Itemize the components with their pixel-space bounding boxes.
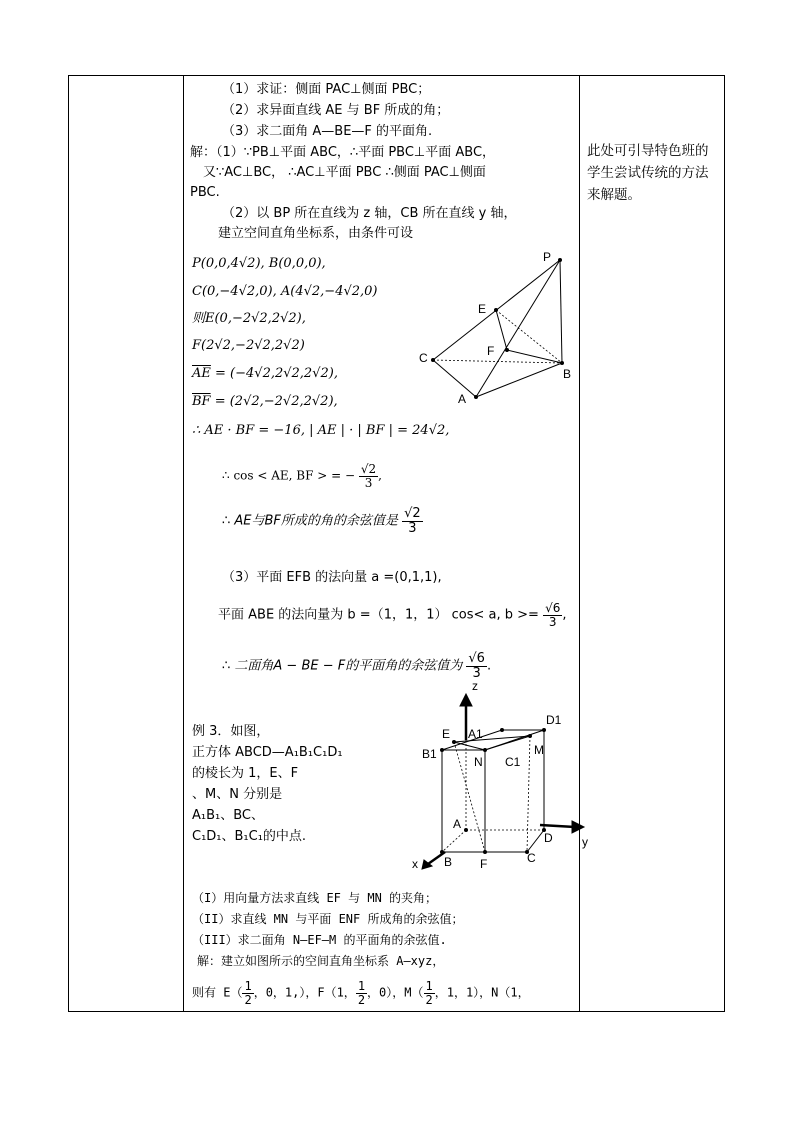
vertex-a bbox=[474, 395, 478, 399]
label-e: E bbox=[442, 727, 451, 741]
example-3-solution: 解：建立如图所示的空间直角坐标系 A—xyz， bbox=[197, 954, 445, 968]
equation-vector-ae bbox=[192, 366, 338, 382]
example-3-coords-line bbox=[192, 980, 530, 1006]
label-c: C bbox=[419, 351, 428, 365]
label-y: y bbox=[582, 835, 588, 849]
figure-cube bbox=[410, 680, 595, 870]
vertex-e bbox=[494, 308, 498, 312]
coords-fraction-1-num: 1 bbox=[244, 979, 252, 993]
solution-3-fraction bbox=[543, 602, 562, 628]
equation-cos-ae-bf bbox=[222, 463, 382, 489]
solution-3-line-b-text: 平面 ABE 的法向量为 b =（1，1，1） cos< a, b >= bbox=[218, 607, 539, 623]
label-p: P bbox=[543, 250, 552, 264]
coords-fraction-3-den: 2 bbox=[425, 992, 433, 1007]
teacher-note: 此处可引导特色班的学生尝试传统的方法来解题。 bbox=[587, 143, 709, 203]
vertex-p bbox=[558, 258, 562, 262]
cos-fraction bbox=[359, 463, 378, 489]
label-f: F bbox=[487, 344, 495, 358]
example-3-line-4: A₁B₁、BC、 bbox=[192, 808, 265, 823]
solution-1-line-c: PBC. bbox=[190, 185, 220, 200]
answer-2-numerator: √2 bbox=[404, 506, 421, 521]
answer-2-text: ∴ AE与BF所成的角的余弦值是 bbox=[222, 513, 398, 529]
answer-3-tail: . bbox=[486, 658, 492, 674]
equation-coords-e: 则E(0,−2√2,2√2), bbox=[192, 311, 306, 326]
label-f: F bbox=[480, 857, 488, 870]
cos-tail: , bbox=[378, 468, 382, 483]
coords-part-c: ，0），M（ bbox=[367, 985, 424, 1000]
vertex-m bbox=[528, 734, 532, 738]
example-3-line-3: 、M、N 分别是 bbox=[192, 787, 283, 802]
vertex-b bbox=[560, 361, 564, 365]
vector-ae-symbol: $\overline{AE}$ bbox=[192, 366, 211, 381]
solution-3-tail: , bbox=[562, 607, 567, 623]
cos-numerator: √2 bbox=[360, 462, 377, 476]
column-divider-right bbox=[579, 75, 580, 1012]
segment-mc-hidden bbox=[527, 736, 530, 852]
question-1: （1）求证：侧面 PAC⊥侧面 PBC； bbox=[222, 82, 431, 97]
example-3-line-2: 的棱长为 1，E、F bbox=[192, 766, 299, 781]
label-a: A bbox=[453, 817, 462, 831]
figure-tetrahedron bbox=[410, 245, 590, 410]
vertex-d1 bbox=[542, 728, 546, 732]
label-a: A bbox=[458, 392, 467, 406]
label-n: N bbox=[474, 755, 483, 769]
vertex-f bbox=[505, 348, 509, 352]
coords-part-b: ，0，1,），F（1， bbox=[253, 985, 356, 1000]
label-c: C bbox=[527, 851, 536, 865]
segment-en bbox=[454, 742, 485, 750]
column-divider-left bbox=[183, 75, 184, 1012]
equation-vector-bf bbox=[192, 394, 338, 410]
edge-pb bbox=[560, 260, 562, 363]
vector-ae-value: = (−4√2,2√2,2√2), bbox=[210, 366, 338, 381]
label-b1: B1 bbox=[422, 747, 437, 761]
edge-fb bbox=[507, 350, 562, 363]
coords-fraction-1 bbox=[242, 980, 253, 1006]
coords-part-a: 则有 E（ bbox=[192, 985, 243, 1000]
label-c1: C1 bbox=[505, 755, 521, 769]
coords-fraction-2 bbox=[356, 980, 367, 1006]
vertex-e bbox=[452, 740, 456, 744]
vertex-c1 bbox=[483, 748, 487, 752]
vector-bf-symbol: $\overline{BF}$ bbox=[192, 394, 211, 409]
solution-2-line-a: （2）以 BP 所在直线为 z 轴，CB 所在直线 y 轴， bbox=[222, 206, 517, 221]
solution-2-line-b: 建立空间直角坐标系，由条件可设 bbox=[218, 226, 414, 241]
vertex-b1 bbox=[440, 748, 444, 752]
answer-3 bbox=[222, 652, 491, 680]
coords-fraction-3 bbox=[424, 980, 435, 1006]
vertex-b bbox=[440, 850, 444, 854]
edge-pa bbox=[476, 260, 560, 397]
equation-coords-pb: P(0,0,4√2), B(0,0,0), bbox=[192, 256, 326, 271]
vertex-f bbox=[483, 850, 487, 854]
solution-3-denominator: 3 bbox=[548, 614, 557, 629]
solution-3-numerator: √6 bbox=[545, 601, 561, 615]
answer-3-numerator: √6 bbox=[468, 651, 485, 666]
z-axis-arrowhead bbox=[460, 694, 472, 706]
y-axis-arrowhead bbox=[572, 821, 584, 833]
question-2: （2）求异面直线 AE 与 BF 所成的角； bbox=[222, 103, 450, 118]
example-3-question-1: （I）用向量方法求直线 EF 与 MN 的夹角； bbox=[192, 891, 438, 905]
label-b: B bbox=[563, 367, 572, 381]
solution-1-line-b: 又∵AC⊥BC， ∴AC⊥平面 PBC ∴侧面 PAC⊥侧面 bbox=[203, 165, 486, 180]
answer-2 bbox=[222, 507, 423, 535]
coords-fraction-3-num: 1 bbox=[425, 979, 433, 993]
solution-3-line-b bbox=[218, 602, 567, 628]
edge-ef bbox=[496, 310, 507, 350]
coords-part-d: ，1，1），N（1， bbox=[434, 985, 530, 1000]
label-z: z bbox=[472, 680, 478, 693]
solution-3-line-a: （3）平面 EFB 的法向量 a =(0,1,1), bbox=[222, 570, 442, 585]
y-axis bbox=[540, 825, 575, 827]
equation-coords-f: F(2√2,−2√2,2√2) bbox=[192, 338, 305, 353]
example-3-title: 例 3．如图， bbox=[192, 724, 270, 739]
vertex-a1 bbox=[500, 728, 504, 732]
example-3-question-2: （II）求直线 MN 与平面 ENF 所成角的余弦值； bbox=[192, 912, 464, 926]
example-3-line-5: C₁D₁、B₁C₁的中点. bbox=[192, 829, 307, 844]
coords-fraction-2-den: 2 bbox=[357, 992, 366, 1007]
coords-fraction-1-den: 2 bbox=[244, 992, 252, 1007]
answer-3-fraction bbox=[466, 652, 487, 680]
label-b: B bbox=[444, 855, 453, 869]
edge-ca bbox=[433, 360, 476, 397]
vector-bf-value: = (2√2,−2√2,2√2), bbox=[210, 394, 338, 409]
answer-2-denominator: 3 bbox=[408, 520, 417, 536]
label-m: M bbox=[534, 743, 544, 757]
answer-2-fraction bbox=[402, 507, 423, 535]
vertex-c bbox=[431, 358, 435, 362]
label-d: D bbox=[544, 831, 553, 845]
example-3-question-3: （III）求二面角 N—EF—M 的平面角的余弦值. bbox=[192, 933, 447, 947]
equation-coords-ca: C(0,−4√2,0), A(4√2,−4√2,0) bbox=[192, 284, 378, 299]
cos-denominator: 3 bbox=[364, 475, 373, 490]
edge-cd bbox=[527, 830, 544, 852]
label-a1: A1 bbox=[468, 727, 483, 741]
edge-ab bbox=[476, 363, 562, 397]
answer-3-text: ∴ 二面角A − BE − F的平面角的余弦值为 bbox=[222, 658, 463, 674]
equation-dot-product: ∴ AE · BF = −16, | AE | · | BF | = 24√2, bbox=[192, 423, 450, 438]
solution-1-line-a: 解：（1）∵PB⊥平面 ABC，∴平面 PBC⊥平面 ABC， bbox=[190, 145, 496, 160]
label-d1: D1 bbox=[546, 713, 562, 727]
edge-ab-hidden bbox=[442, 830, 466, 852]
label-e: E bbox=[478, 302, 487, 316]
label-x: x bbox=[412, 857, 418, 870]
vertex-a bbox=[464, 828, 468, 832]
question-3: （3）求二面角 A—BE—F 的平面角. bbox=[222, 124, 433, 139]
answer-3-denominator: 3 bbox=[472, 665, 481, 681]
cos-lhs: ∴ cos < AE, BF > = − bbox=[222, 468, 356, 483]
coords-fraction-2-num: 1 bbox=[357, 979, 366, 993]
example-3-line-1: 正方体 ABCD—A₁B₁C₁D₁ bbox=[192, 745, 343, 760]
